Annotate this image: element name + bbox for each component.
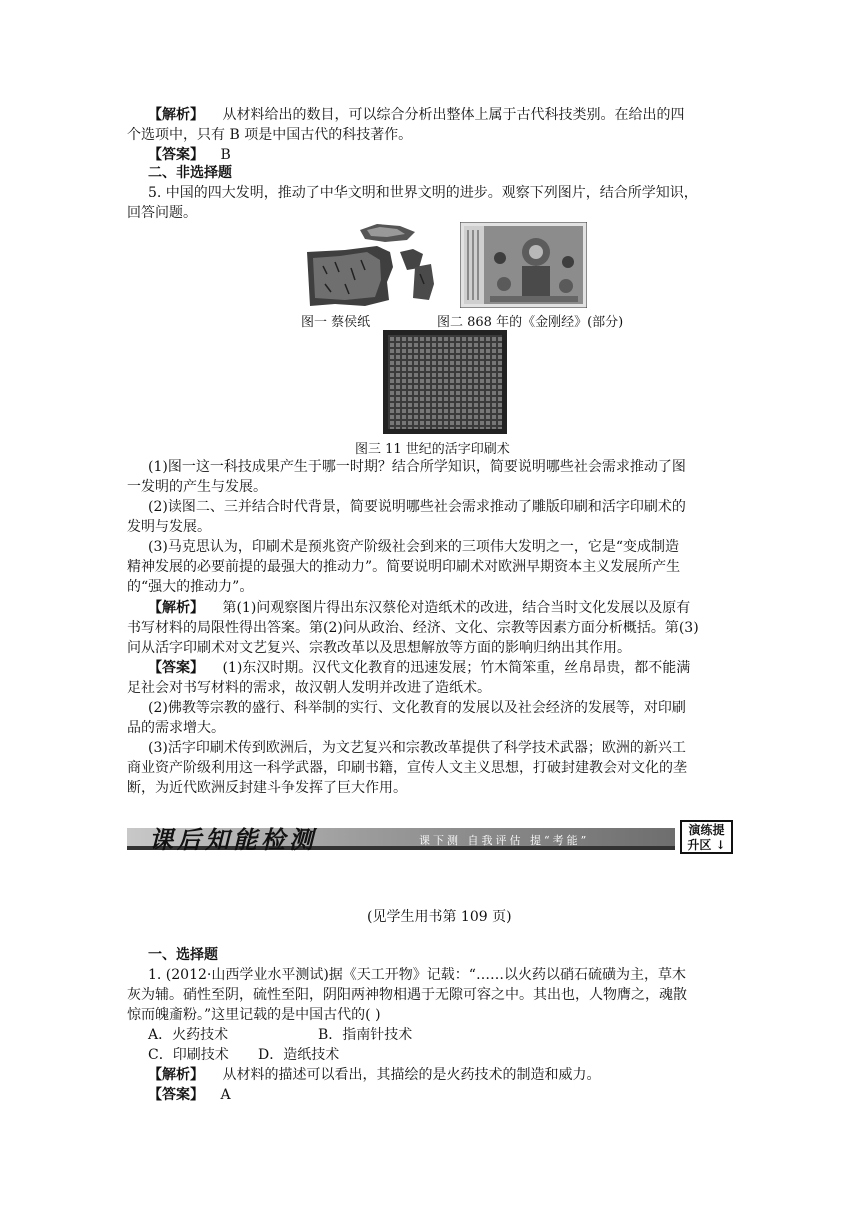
q5-line-2: 回答问题。 [127,205,197,221]
q5-analysis-line-3: 问从活字印刷术对文艺复兴、宗教改革以及思想解放等方面的影响归纳出其作用。 [127,640,631,656]
answer-tag: 【答案】 [148,147,204,163]
sub3-line-3: 的“强大的推动力”。 [127,579,254,595]
option-b: B．指南针技术 [318,1027,413,1043]
q5-answer-line-5: (3)活字印刷术传到欧洲后，为文艺复兴和宗教改革提供了科学技术武器；欧洲的新兴工 [148,740,686,756]
q1-analysis-tag: 【解析】 [148,1067,204,1083]
practice-box-line-2: 升区 ↓ [687,838,726,852]
option-c: C．印刷技术 [148,1047,229,1063]
sub1-line-2: 一发明的产生与发展。 [127,479,267,495]
answer-value: B [220,147,231,163]
option-a: A．火药技术 [148,1027,229,1043]
q1-answer-value: A [220,1087,231,1103]
page-reference: (见学生用书第 109 页) [367,909,512,925]
q1-line-3: 惊而魄齑粉。”这里记载的是中国古代的( ) [127,1007,381,1023]
section-heading-choice: 一、选择题 [148,947,218,963]
section-heading-nonchoice: 二、非选择题 [148,165,232,181]
option-d: D．造纸技术 [258,1047,340,1063]
analysis-text: 从材料给出的数目，可以综合分析出整体上属于古代科技类别。在给出的四 [222,107,685,123]
sub2-line-1: (2)读图二、三并结合时代背景，简要说明哪些社会需求推动了雕版印刷和活字印刷术的 [148,499,686,515]
analysis-line-2: 个选项中，只有 B 项是中国古代的科技著作。 [127,127,413,143]
q1-analysis-text: 从材料的描述可以看出，其描绘的是火药技术的制造和威力。 [222,1067,601,1083]
q5-answer-line-3: (2)佛教等宗教的盛行、科举制的实行、文化教育的发展以及社会经济的发展等，对印刷 [148,700,686,716]
q5-analysis-line-1 [148,598,690,618]
sub1-line-1: (1)图一这一科技成果产生于哪一时期？结合所学知识，简要说明哪些社会需求推动了图 [148,459,686,475]
analysis-line-1 [148,105,684,125]
banner-title: 课后知能检测 [149,825,317,854]
q5-answer-line-2: 足社会对书写材料的需求，故汉朝人发明并改进了造纸术。 [127,680,491,696]
section-banner [127,820,735,856]
sub3-line-2: 精神发展的必要前提的最强大的推动力”。简要说明印刷术对欧洲早期资本主义发展所产生 [127,559,681,575]
movable-type-image [383,330,507,434]
fig2-caption: 图二 868 年的《金刚经》(部分) [437,315,624,330]
answer-line [148,145,231,165]
practice-box [680,820,733,854]
fig1-caption: 图一 蔡侯纸 [301,315,371,330]
q5-answer-tag: 【答案】 [148,660,204,676]
q1-line-2: 灰为辅。硝性至阴，硫性至阳，阴阳两神物相遇于无隙可容之中。其出也，人物膺之，魂散 [127,987,687,1003]
q5-answer-line-6: 商业资产阶级利用这一科学武器，印刷书籍，宣传人文主义思想，打破封建教会对文化的垄 [127,760,687,776]
practice-box-line-1: 演练提 [688,823,725,837]
sub3-line-1: (3)马克思认为，印刷术是预兆资产阶级社会到来的三项伟大发明之一，它是“变成制造 [148,539,679,555]
q5-analysis-line-2: 书写材料的局限性得出答案。第(2)问从政治、经济、文化、宗教等因素方面分析概括。第(3) [127,620,699,636]
paper-fragments-image [305,222,435,308]
q1-answer-tag: 【答案】 [148,1087,204,1103]
q1-answer-line [148,1085,231,1105]
q1-analysis-line [148,1065,600,1085]
q5-answer-line-7: 断，为近代欧洲反封建斗争发挥了巨大作用。 [127,780,407,796]
q5-answer-text: (1)东汉时期。汉代文化教育的迅速发展；竹木简笨重，丝帛昂贵，都不能满 [222,660,691,676]
q5-line-1: 5. 中国的四大发明，推动了中华文明和世界文明的进步。观察下列图片，结合所学知识， [148,185,698,201]
diamond-sutra-image [460,222,587,308]
q5-analysis-tag: 【解析】 [148,600,204,616]
q5-answer-line-4: 品的需求增大。 [127,720,225,736]
q5-answer-line-1 [148,658,690,678]
sub2-line-2: 发明与发展。 [127,519,211,535]
q1-line-1: 1. (2012·山西学业水平测试)据《天工开物》记载：“……以火药以硝石硫磺为主，草木 [148,967,686,983]
q5-analysis-text: 第(1)问观察图片得出东汉蔡伦对造纸术的改进，结合当时文化发展以及原有 [222,600,691,616]
analysis-tag: 【解析】 [148,107,204,123]
banner-subtitle: 课下测 自我评估 提“考能” [419,834,590,847]
fig3-caption: 图三 11 世纪的活字印刷术 [355,442,510,457]
